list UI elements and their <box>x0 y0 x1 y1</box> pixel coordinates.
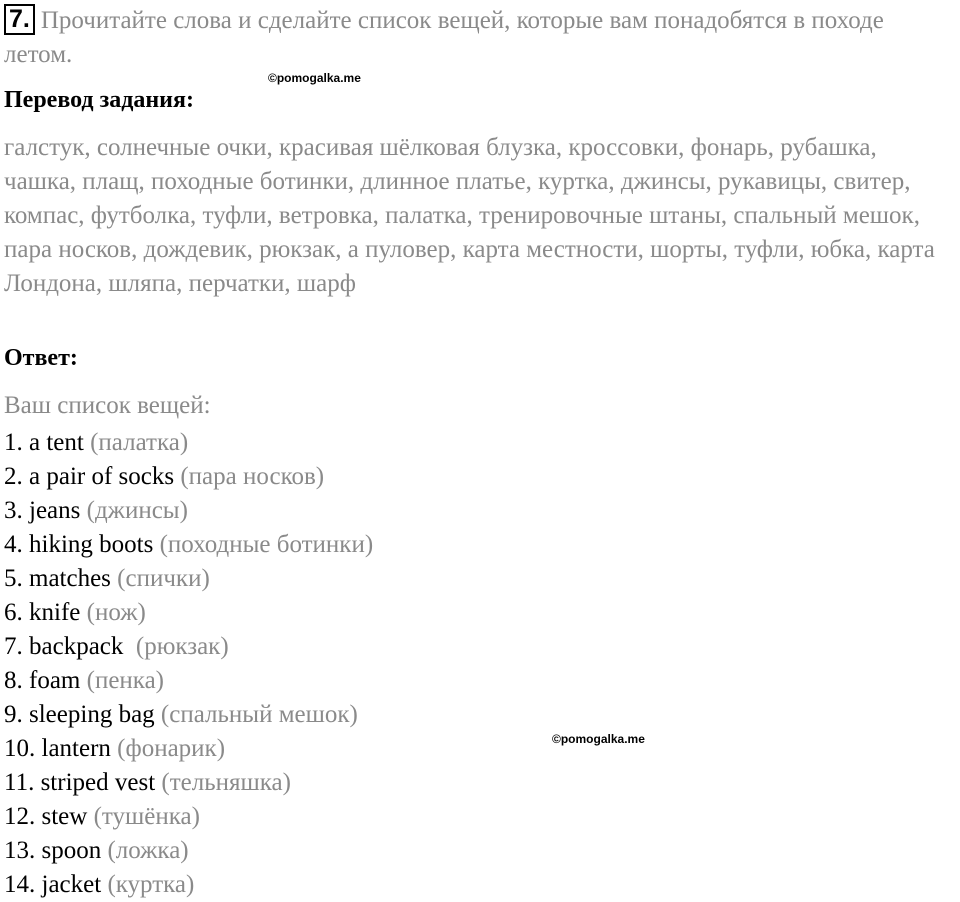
answer-russian: (нож) <box>86 599 146 626</box>
list-item <box>4 562 373 596</box>
answer-russian: (рюкзак) <box>135 633 229 660</box>
answer-intro: Ваш список вещей: <box>4 392 211 419</box>
watermark: ©pomogalka.me <box>268 71 361 85</box>
list-item <box>4 868 373 902</box>
answer-russian: (джинсы) <box>86 497 188 524</box>
answer-russian: (пара носков) <box>180 463 325 490</box>
answer-list <box>4 426 373 902</box>
task-statement <box>4 4 954 72</box>
answer-english: 13. spoon <box>4 837 102 864</box>
answer-english: 4. hiking boots <box>4 531 154 558</box>
list-item <box>4 800 373 834</box>
translation-heading: Перевод задания: <box>4 87 194 113</box>
list-item <box>4 596 373 630</box>
task-text: Прочитайте слова и сделайте список вещей, которые вам понадобятся в походе летом. <box>4 7 884 68</box>
list-item <box>4 460 373 494</box>
answer-english: 5. matches <box>4 565 111 592</box>
list-item <box>4 528 373 562</box>
answer-russian: (спички) <box>117 565 210 592</box>
answer-russian: (тельняшка) <box>161 769 291 796</box>
list-item <box>4 494 373 528</box>
answer-english: 11. striped vest <box>4 769 156 796</box>
list-item <box>4 698 373 732</box>
list-item <box>4 834 373 868</box>
word-list: галстук, солнечные очки, красивая шёлковая блузка, кроссовки, фонарь, рубашка, чашка, плащ, походные ботинки, длинное платье, куртка, джинсы, рукавицы, свитер, компас, футболка, туфли, ветровка, палатка, тренировочные штаны, спальный мешок, пара носков, дождевик, рюкзак, а пуловер, карта местности, шорты, туфли, юбка, карта Лондона, шляпа, перчатки, шарф <box>4 134 935 297</box>
list-item <box>4 630 373 664</box>
answer-russian: (ложка) <box>107 837 189 864</box>
answer-russian: (куртка) <box>107 871 195 898</box>
list-item <box>4 732 373 766</box>
list-item <box>4 766 373 800</box>
answer-russian: (пенка) <box>86 667 164 694</box>
answer-russian: (спальный мешок) <box>160 701 358 728</box>
answer-english: 3. jeans <box>4 497 81 524</box>
answer-english: 10. lantern <box>4 735 111 762</box>
answer-russian: (палатка) <box>90 429 189 456</box>
list-item <box>4 664 373 698</box>
answer-english: 12. stew <box>4 803 88 830</box>
answer-english: 6. knife <box>4 599 81 626</box>
answer-russian: (походные ботинки) <box>159 531 374 558</box>
answer-heading: Ответ: <box>4 345 78 371</box>
answer-russian: (фонарик) <box>117 735 226 762</box>
task-number: 7. <box>4 4 35 35</box>
answer-english: 7. backpack <box>4 633 130 660</box>
answer-english: 8. foam <box>4 667 81 694</box>
list-item <box>4 426 373 460</box>
watermark: ©pomogalka.me <box>552 732 645 746</box>
answer-english: 14. jacket <box>4 871 102 898</box>
answer-russian: (тушёнка) <box>93 803 200 830</box>
answer-english: 2. a pair of socks <box>4 463 175 490</box>
answer-english: 1. a tent <box>4 429 84 456</box>
answer-english: 9. sleeping bag <box>4 701 155 728</box>
